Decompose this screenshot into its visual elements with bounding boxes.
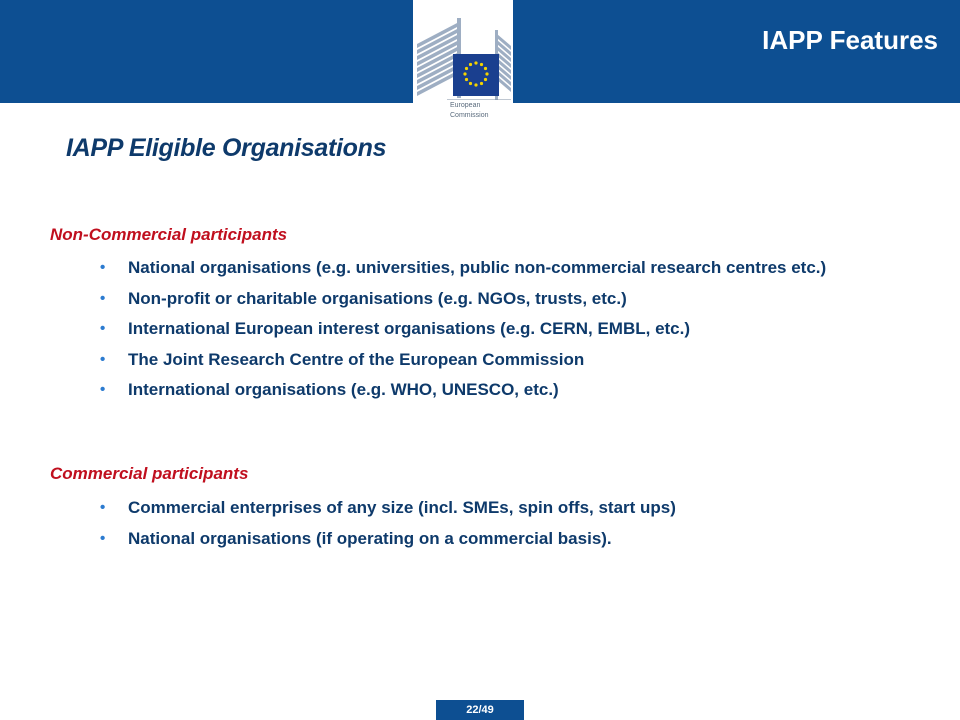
slide-title: IAPP Eligible Organisations [66,134,387,162]
list-item [100,318,890,340]
list-item-text: International European interest organisations (e.g. CERN, EMBL, etc.) [128,319,691,338]
list-item-text: Commercial enterprises of any size (incl. SMEs, spin offs, start ups) [128,498,676,517]
bullet-icon: • [100,381,106,398]
page-number-badge: 22/49 [436,700,524,720]
commercial-list [100,497,890,558]
non-commercial-heading: Non-Commercial participants [50,225,288,244]
logo-wordmark [450,101,512,121]
list-item [100,379,890,401]
bullet-icon: • [100,499,106,516]
bullet-icon: • [100,529,106,547]
list-item-text: National organisations (e.g. universities, public non-commercial research centres etc.) [128,258,827,277]
list-item [100,528,890,550]
bullet-icon: • [100,259,106,276]
list-item-text: International organisations (e.g. WHO, UNESCO, etc.) [128,380,559,399]
list-item [100,257,890,279]
logo-line-commission: Commission [450,112,489,119]
eu-flag-icon [453,54,499,96]
bullet-icon: • [100,350,106,368]
list-item [100,349,890,371]
list-item-text: Non-profit or charitable organisations (e.g. NGOs, trusts, etc.) [128,288,627,308]
bullet-icon: • [100,320,106,337]
list-item-text: The Joint Research Centre of the European Commission [128,349,585,369]
bullet-icon: • [100,289,106,307]
berlaymont-building-icon [413,0,513,100]
non-commercial-list [100,257,890,410]
list-item [100,497,890,519]
section-title: IAPP Features [762,25,938,55]
european-commission-logo [413,0,513,132]
list-item [100,288,890,310]
list-item-text: National organisations (if operating on a commercial basis). [128,528,612,548]
commercial-heading: Commercial participants [50,464,249,483]
logo-line-european: European [450,102,481,109]
